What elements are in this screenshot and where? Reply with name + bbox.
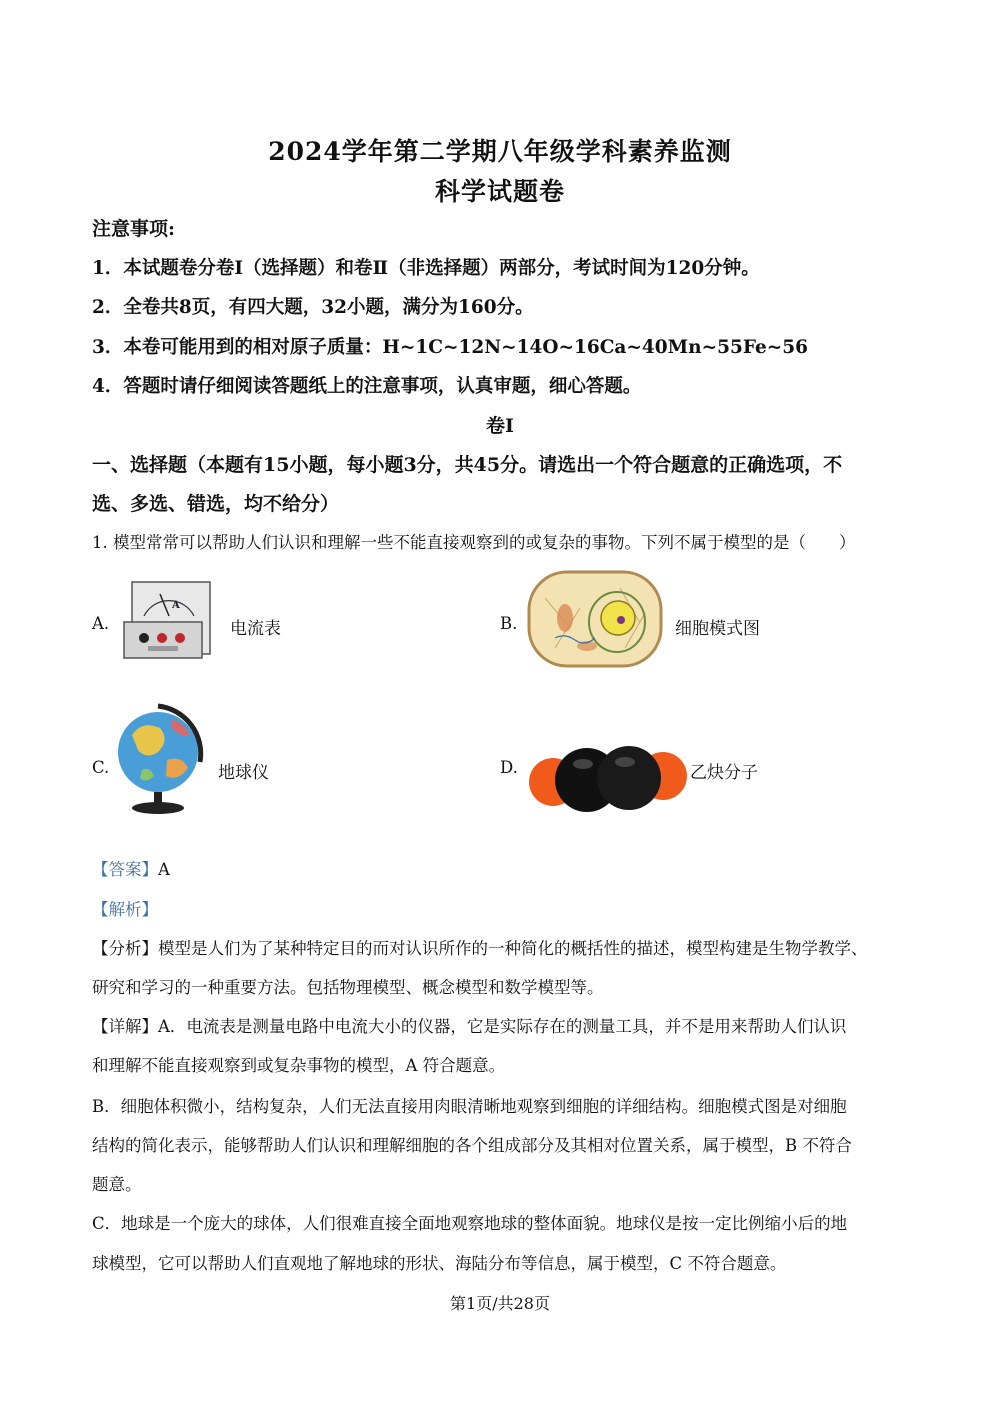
analysis-paragraph: C．地球是一个庞大的球体，人们很难直接全面地观察地球的整体面貌。地球仪是按一定比例缩小后的地 [92, 1214, 848, 1233]
volume-label: 卷I [486, 415, 514, 437]
analysis-paragraph: 【分析】模型是人们为了某种特定目的而对认识所作的一种简化的概括性的描述，模型构建是生物学教学、 [92, 939, 868, 958]
analysis-paragraph: B．细胞体积微小，结构复杂，人们无法直接用肉眼清晰地观察到细胞的详细结构。细胞模式图是对细胞 [92, 1097, 847, 1116]
note-item: 3．本卷可能用到的相对原子质量：H~1C~12N~14O~16Ca~40Mn~55Fe~56 [92, 337, 808, 358]
analysis-paragraph: 球模型，它可以帮助人们直观地了解地球的形状、海陆分布等信息，属于模型，C 不符合题意。 [92, 1254, 787, 1273]
note-item: 4．答题时请仔细阅读答题纸上的注意事项，认真审题，细心答题。 [92, 376, 642, 397]
exam-subtitle: 科学试题卷 [434, 177, 565, 206]
analysis-paragraph: 和理解不能直接观察到或复杂事物的模型，A 符合题意。 [92, 1056, 506, 1075]
svg-text:A: A [172, 600, 180, 611]
analysis-paragraph: 结构的简化表示，能够帮助人们认识和理解细胞的各个组成部分及其相对位置关系，属于模型，B 不符合 [92, 1136, 852, 1155]
question-stem: 1. 模型常常可以帮助人们认识和理解一些不能直接观察到的或复杂的事物。下列不属于模型的是（ ） [92, 533, 856, 552]
exam-title: 2024学年第二学期八年级学科素养监测 [268, 137, 732, 166]
answer-tag: 【答案】 [92, 860, 158, 879]
note-item: 1．本试题卷分卷Ⅰ（选择题）和卷Ⅱ（非选择题）两部分，考试时间为120分钟。 [92, 258, 760, 279]
option-c-label: 地球仪 [218, 763, 269, 783]
option-b-label: 细胞模式图 [675, 619, 760, 639]
cell-diagram-icon [525, 568, 665, 670]
option-d-label: 乙炔分子 [690, 763, 758, 783]
analysis-paragraph: 题意。 [92, 1175, 142, 1194]
acetylene-molecule-icon [525, 742, 690, 814]
analysis-paragraph: 研究和学习的一种重要方法。包括物理模型、概念模型和数学模型等。 [92, 978, 604, 997]
analysis-tag: 【解析】 [92, 900, 158, 919]
option-a-letter: A. [92, 614, 110, 633]
ammeter-icon [122, 580, 214, 662]
analysis-paragraph: 【详解】A．电流表是测量电路中电流大小的仪器，它是实际存在的测量工具，并不是用来帮助人们认识 [92, 1017, 847, 1036]
page-number: 第1页/共28页 [450, 1294, 550, 1313]
section-heading-line1: 一、选择题（本题有15小题，每小题3分，共45分。请选出一个符合题意的正确选项，不 [92, 454, 843, 476]
notes-heading: 注意事项: [92, 218, 176, 240]
option-c-letter: C. [92, 758, 110, 777]
note-item: 2．全卷共8页，有四大题，32小题，满分为160分。 [92, 297, 534, 318]
option-b-letter: B. [500, 614, 518, 633]
option-d-letter: D. [500, 758, 518, 777]
answer-row [92, 856, 170, 880]
globe-icon [112, 700, 212, 816]
option-a-label: 电流表 [230, 619, 281, 639]
section-heading-line2: 选、多选、错选，均不给分） [92, 493, 340, 515]
answer-value: A [158, 860, 170, 879]
